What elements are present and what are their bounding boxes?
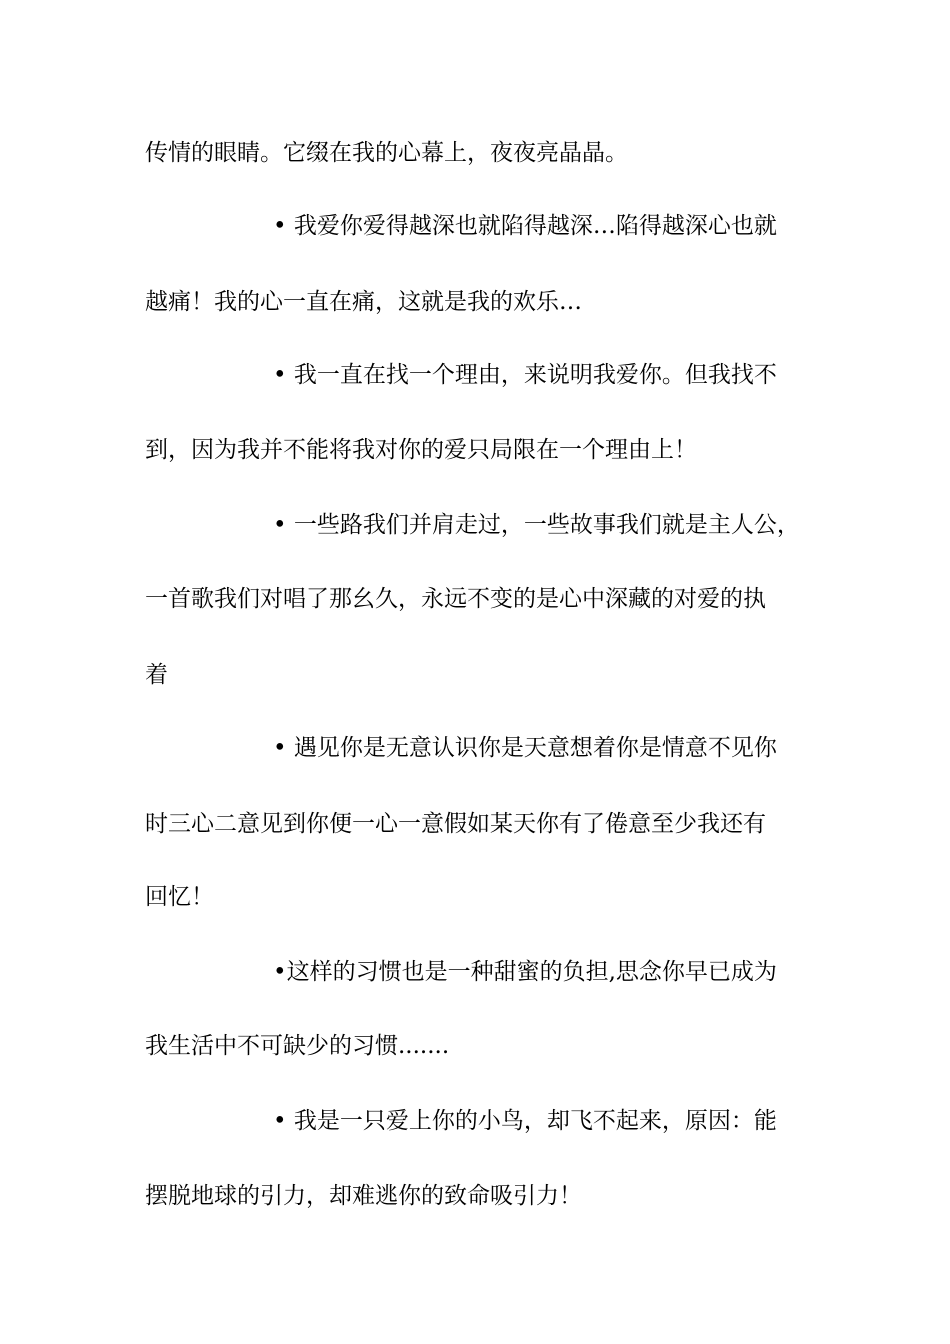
text-line-13: 我生活中不可缺少的习惯....... [145,1033,450,1059]
text-line-5: 到，因为我并不能将我对你的爱只局限在一个理由上！ [145,437,697,463]
text-line-9: • 遇见你是无意认识你是天意想着你是情意不见你 [273,735,777,761]
text-line-10: 时三心二意见到你便一心一意假如某天你有了倦意至少我还有 [145,811,766,837]
text-line-6: • 一些路我们并肩走过，一些故事我们就是主人公， [273,512,800,538]
text-line-8: 着 [145,662,168,688]
text-line-14: • 我是一只爱上你的小鸟，却飞不起来，原因：能 [273,1108,777,1134]
text-line-2: • 我爱你爱得越深也就陷得越深…陷得越深心也就 [273,213,777,239]
text-line-1: 传情的眼睛。它缀在我的心幕上，夜夜亮晶晶。 [145,140,628,166]
text-line-7: 一首歌我们对唱了那幺久，永远不变的是心中深藏的对爱的执 [145,586,766,612]
text-line-15: 摆脱地球的引力，却难逃你的致命吸引力！ [145,1183,582,1209]
text-line-3: 越痛！我的心一直在痛，这就是我的欢乐… [145,289,582,315]
text-line-12: •这样的习惯也是一种甜蜜的负担,思念你早已成为 [273,959,777,985]
text-line-4: • 我一直在找一个理由，来说明我爱你。但我找不 [273,362,777,388]
text-line-11: 回忆！ [145,884,214,910]
